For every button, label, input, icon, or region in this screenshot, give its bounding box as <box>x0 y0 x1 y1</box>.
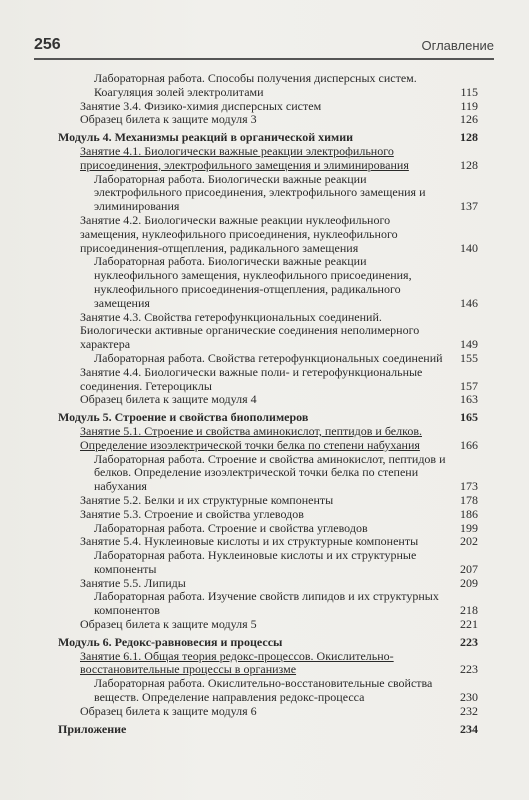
toc-entry-title: Лабораторная работа. Нуклеиновые кислоты и их структурные компоненты <box>94 548 417 576</box>
toc-entry-title: Лабораторная работа. Биологически важные реакции нуклеофильного замещения, нуклеофильного присоединения, нуклеофильного присоединения-отщепления, радикального замещения <box>94 254 412 310</box>
toc-entry-page: 155 <box>460 350 478 365</box>
table-of-contents <box>58 72 478 736</box>
toc-entry <box>94 522 478 536</box>
toc-entry <box>80 214 478 255</box>
toc-entry <box>80 705 478 719</box>
toc-entry <box>80 618 478 632</box>
toc-entry <box>80 535 478 549</box>
toc-entry <box>80 577 478 591</box>
toc-entry-title: Лабораторная работа. Изучение свойств липидов и их структурных компонентов <box>94 589 439 618</box>
toc-entry-page: 223 <box>460 662 478 677</box>
toc-module-entry <box>58 636 478 650</box>
toc-entry <box>80 100 478 114</box>
toc-entry-page: 137 <box>460 199 478 214</box>
toc-entry <box>80 425 478 453</box>
toc-entry-title: Занятие 5.3. Строение и свойства углеводов <box>80 506 304 521</box>
toc-entry-title: Занятие 5.4. Нуклеиновые кислоты и их структурные компоненты <box>80 534 419 549</box>
toc-entry <box>94 352 478 366</box>
toc-entry-title: Образец билета к защите модуля 5 <box>80 617 257 632</box>
toc-entry-title: Образец билета к защите модуля 6 <box>80 703 257 718</box>
toc-entry-page: 186 <box>460 506 478 521</box>
toc-entry-title: Занятие 4.1. Биологически важные реакции электрофильного присоединения, электрофильного замещения и элиминирования <box>80 143 409 172</box>
toc-entry <box>94 255 478 310</box>
toc-entry-page: 221 <box>460 617 478 632</box>
toc-entry <box>80 650 478 678</box>
toc-entry-title: Занятие 6.1. Общая теория редокс-процессов. Окислительно-восстановительные процессы в организме <box>80 648 394 677</box>
toc-entry-page: 166 <box>460 437 478 452</box>
toc-entry-page: 126 <box>460 112 478 127</box>
page-header <box>34 36 494 58</box>
header-rule <box>34 58 494 60</box>
toc-entry-page: 230 <box>460 690 478 705</box>
toc-entry-page: 140 <box>460 240 478 255</box>
toc-entry-page: 157 <box>460 378 478 393</box>
toc-entry <box>94 453 478 494</box>
toc-entry-page: 178 <box>460 492 478 507</box>
toc-entry-title: Лабораторная работа. Свойства гетерофункциональных соединений <box>94 350 443 365</box>
toc-module-entry <box>58 131 478 145</box>
toc-entry-page: 234 <box>460 721 478 736</box>
toc-entry-title: Лабораторная работа. Строение и свойства аминокислот, пептидов и белков. Определение изоэлектрической точки белка по степени набухания <box>94 451 446 494</box>
toc-entry-page: 163 <box>460 392 478 407</box>
toc-entry-page: 223 <box>460 634 478 649</box>
toc-entry <box>80 113 478 127</box>
toc-entry-page: 232 <box>460 703 478 718</box>
toc-entry-title: Занятие 5.5. Липиды <box>80 575 186 590</box>
page-number: 256 <box>34 36 61 53</box>
toc-entry-title: Образец билета к защите модуля 4 <box>80 392 257 407</box>
toc-entry-page: 207 <box>460 561 478 576</box>
toc-entry-page: 128 <box>460 130 478 145</box>
toc-entry-title: Лабораторная работа. Биологически важные реакции электрофильного присоединения, электрофильного замещения и элиминирования <box>94 171 426 214</box>
toc-entry-title: Приложение <box>58 721 127 736</box>
toc-entry-page: 202 <box>460 534 478 549</box>
toc-entry-page: 209 <box>460 575 478 590</box>
toc-entry-title: Образец билета к защите модуля 3 <box>80 112 257 127</box>
toc-entry-page: 146 <box>460 295 478 310</box>
toc-module-entry <box>58 411 478 425</box>
toc-entry-page: 149 <box>460 337 478 352</box>
toc-entry-title: Лабораторная работа. Строение и свойства углеводов <box>94 520 368 535</box>
toc-entry <box>80 311 478 352</box>
toc-module-entry <box>58 723 478 737</box>
toc-entry-title: Занятие 4.4. Биологически важные поли- и гетерофункциональные соединения. Гетероциклы <box>80 364 423 393</box>
toc-entry-page: 119 <box>460 98 478 113</box>
toc-entry <box>80 393 478 407</box>
toc-entry-title: Занятие 5.1. Строение и свойства аминокислот, пептидов и белков. Определение изоэлектрической точки белка по степени набухания <box>80 423 422 452</box>
toc-entry-page: 218 <box>460 603 478 618</box>
toc-entry-title: Занятие 4.3. Свойства гетерофункциональных соединений. Биологически активные органические соединения неполимерного характера <box>80 309 420 352</box>
toc-entry-title: Лабораторная работа. Окислительно-восстановительные свойства веществ. Определение направления редокс-процесса <box>94 676 433 705</box>
toc-entry-page: 165 <box>460 410 478 425</box>
toc-entry <box>94 677 478 705</box>
toc-entry-title: Занятие 3.4. Физико-химия дисперсных систем <box>80 98 322 113</box>
toc-entry <box>94 173 478 214</box>
toc-entry-title: Занятие 5.2. Белки и их структурные компоненты <box>80 492 334 507</box>
toc-entry-page: 128 <box>460 157 478 172</box>
toc-entry-title: Модуль 4. Механизмы реакций в органической химии <box>58 130 354 145</box>
toc-entry-title: Модуль 6. Редокс-равновесия и процессы <box>58 634 283 649</box>
toc-entry-page: 173 <box>460 479 478 494</box>
toc-entry-title: Лабораторная работа. Способы получения дисперсных систем. Коагуляция золей электролитами <box>94 71 417 99</box>
toc-entry <box>80 145 478 173</box>
toc-entry <box>80 494 478 508</box>
toc-entry <box>94 549 478 577</box>
toc-entry-page: 115 <box>460 84 478 99</box>
toc-entry <box>94 590 478 618</box>
toc-entry <box>80 508 478 522</box>
running-head: Оглавление <box>421 38 494 53</box>
toc-entry-title: Занятие 4.2. Биологически важные реакции нуклеофильного замещения, нуклеофильного присоединения, нуклеофильного присоединения-отщепления, радикального замещения <box>80 212 398 255</box>
toc-entry-page: 199 <box>460 520 478 535</box>
toc-entry <box>94 72 478 100</box>
toc-entry <box>80 366 478 394</box>
toc-entry-title: Модуль 5. Строение и свойства биополимеров <box>58 410 309 425</box>
